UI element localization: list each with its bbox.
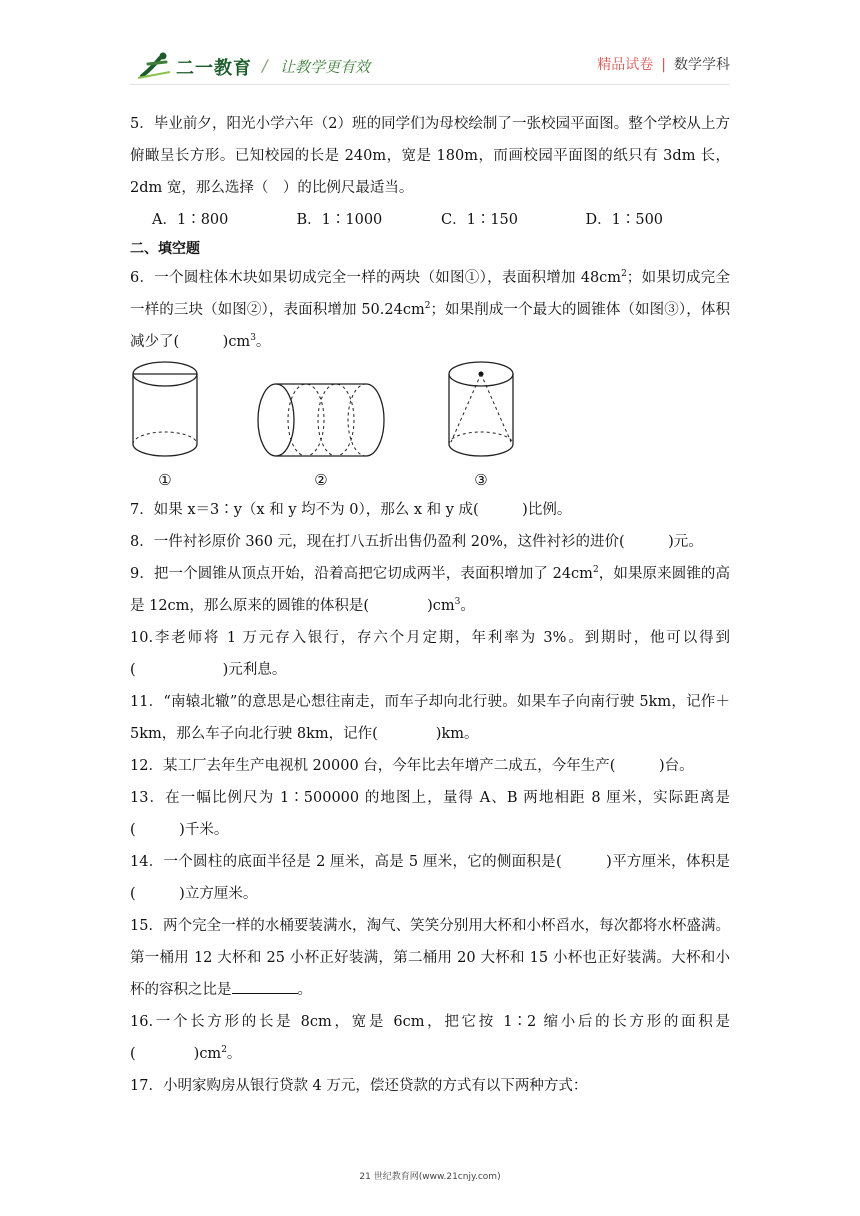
header-separator: | (661, 57, 666, 73)
slogan: 让教学更有效 (280, 58, 371, 76)
question-14: 14．一个圆柱的底面半径是 2 厘米，高是 5 厘米，它的侧面积是( )平方厘米，体积是( )立方厘米。 (130, 854, 730, 902)
question-9: 9．把一个圆锥从顶点开始，沿着高把它切成两半，表面积增加了 $24cm^2$，如果原来圆锥的高是 12cm，那么原来的圆锥的体积是( )$cm^3$。 (130, 565, 731, 614)
figure-cylinder-with-cone (446, 358, 516, 470)
header-divider (130, 84, 730, 85)
question-12: 12．某工厂去年生产电视机 20000 台，今年比去年增产二成五，今年生产( )台。 (130, 758, 694, 774)
question-8: 8．一件衬衫原价 360 元，现在打八五折出售仍盈利 20%，这件衬衫的进价( )元。 (130, 534, 703, 550)
choice-c: C．1∶150 (441, 212, 518, 228)
figure-cylinder-cut-two (130, 358, 200, 470)
tag-subject: 数学学科 (674, 57, 730, 73)
question-17: 17．小明家购房从银行贷款 4 万元，偿还贷款的方式有以下两种方式： (130, 1078, 588, 1094)
cylinder-figures (130, 358, 730, 494)
question-16: 16.一个长方形的长是 8cm，宽是 6cm，把它按 1∶2 缩小后的长方形的面积是( )$cm^2$。 (130, 1014, 730, 1062)
figure-cylinder-cut-three (256, 380, 388, 460)
answer-blank (232, 979, 298, 994)
figure-label-3: ③ (474, 471, 488, 489)
page-header (130, 46, 730, 86)
page-footer: 21 世纪教育网(www.21cnjy.com) (359, 1172, 501, 1182)
choice-d: D．1∶500 (585, 212, 664, 228)
document-body (130, 108, 730, 1102)
choice-b: B．1∶1000 (296, 212, 383, 228)
question-6: 6．一个圆柱体木块如果切成完全一样的两块（如图①），表面积增加 $48cm^2$；如果切成完全一样的三块（如图②），表面积增加 $50.24cm^2$；如果削成一个最大的圆锥体（如图③），体积减少了( )$cm^3$。 (130, 269, 731, 350)
section-heading-fill-in: 二、填空题 (130, 241, 200, 257)
question-5-choices (130, 204, 730, 236)
figure-label-1: ① (158, 471, 172, 489)
question-10: 10.李老师将 1 万元存入银行，存六个月定期，年利率为 3%。到期时，他可以得到( )元利息。 (130, 630, 730, 678)
question-7: 7．如果 x＝3∶y（x 和 y 均不为 0），那么 x 和 y 成( )比例。 (130, 502, 572, 518)
choice-a: A．1∶800 (152, 212, 229, 228)
brand-name: 二一教育 (176, 58, 252, 79)
question-11: 11．“南辕北辙”的意思是心想往南走，而车子却向北行驶。如果车子向南行驶 5km，记作＋5km，那么车子向北行驶 8km，记作( )km。 (130, 694, 730, 742)
runner-logo-icon (136, 50, 176, 80)
header-tags (597, 54, 730, 74)
question-5: 5．毕业前夕，阳光小学六年（2）班的同学们为母校绘制了一张校园平面图。整个学校从上方俯瞰呈长方形。已知校园的长是 240m，宽是 180m，而画校园平面图的纸只有 3dm 长，2dm 宽，那么选择（ ）的比例尺最适当。 (130, 116, 730, 196)
tag-premium-paper: 精品试卷 (597, 57, 654, 73)
logo (136, 50, 376, 82)
question-15: 15．两个完全一样的水桶要装满水，淘气、笑笑分别用大杯和小杯舀水，每次都将水杯盛满。第一桶用 12 大杯和 25 小杯正好装满，第二桶用 20 大杯和 15 小杯也正好装满。大杯和小杯的容积之比是 。 (130, 918, 730, 998)
question-13: 13．在一幅比例尺为 1∶500000 的地图上，量得 A、B 两地相距 8 厘米，实际距离是( )千米。 (130, 790, 730, 838)
figure-label-2: ② (314, 471, 328, 489)
header-slash: / (262, 56, 268, 75)
